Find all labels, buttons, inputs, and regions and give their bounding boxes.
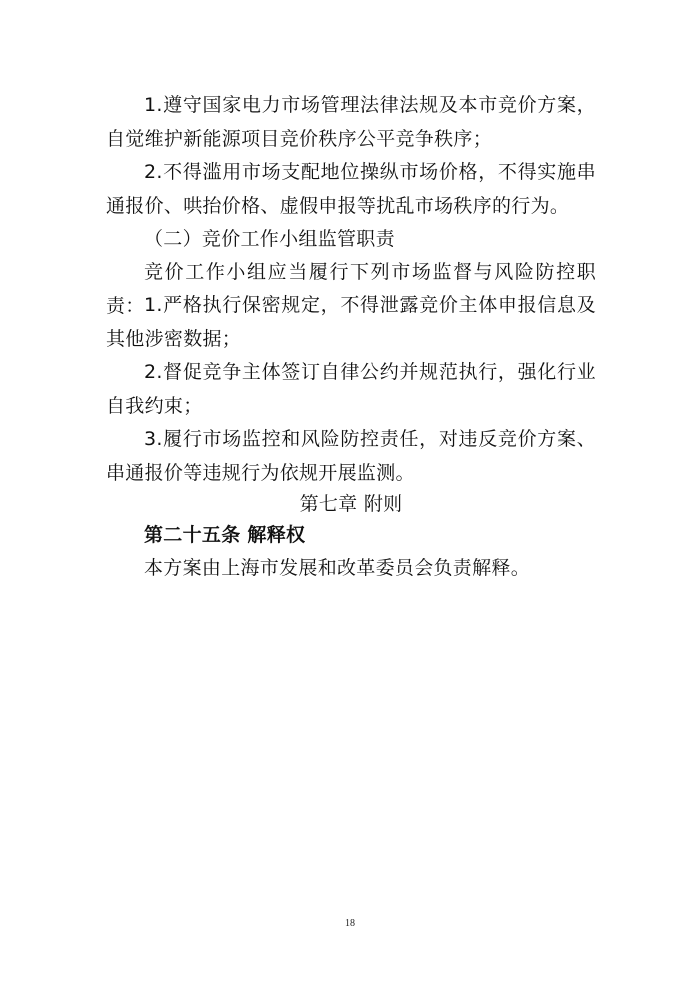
section-heading: （二）竞价工作小组监管职责 [144,228,395,250]
paragraph-rule-1: 1.遵守国家电力市场管理法律法规及本市竞价方案，自觉维护新能源项目竞价秩序公平竞争秩序； [106,94,596,150]
article-title: 第二十五条 解释权 [144,524,306,546]
paragraph-duty-2: 2.督促竞争主体签订自律公约并规范执行，强化行业自我约束； [106,361,596,417]
paragraph-rule-2: 2.不得滥用市场支配地位操纵市场价格，不得实施串通报价、哄抬价格、虚假申报等扰乱市场秩序的行为。 [106,161,596,217]
section-intro: 竞价工作小组应当履行下列市场监督与风险防控职责： [106,261,596,317]
paragraph-duty-1: 1.严格执行保密规定，不得泄露竞价主体申报信息及其他涉密数据； [106,294,596,350]
chapter-title: 第七章 附则 [299,493,403,515]
paragraph-duty-3: 3.履行市场监控和风险防控责任，对违反竞价方案、串通报价等违规行为依规开展监测。 [106,428,596,484]
page-number: 18 [345,918,355,929]
article-text: 本方案由上海市发展和改革委员会负责解释。 [144,557,531,579]
